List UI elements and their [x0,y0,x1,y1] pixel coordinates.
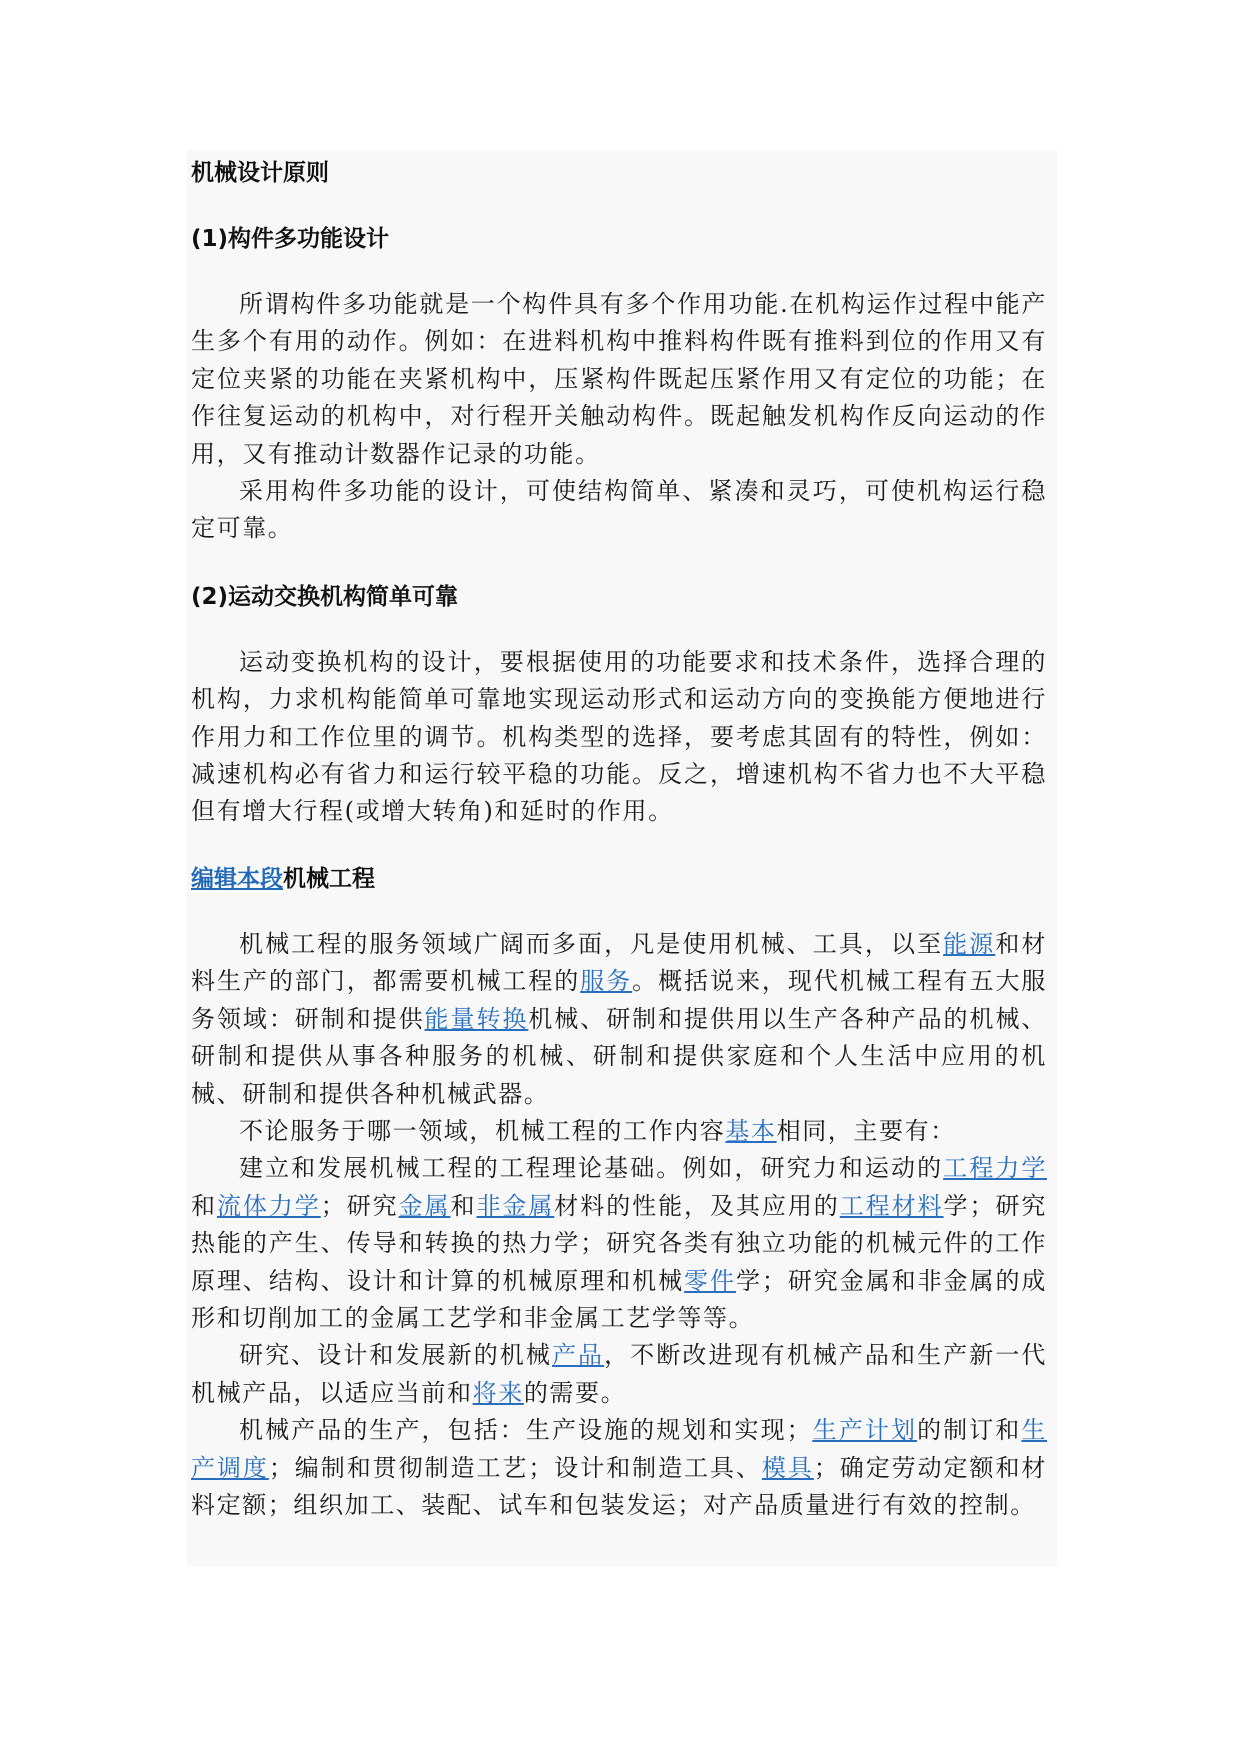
text-span: 学；研究热能的产生、传导和转换的热力学；研究各类有独立功能的机械元件的工作原理、结构、设计和计算的机械原理和机械 [191,1191,1047,1295]
link-product[interactable]: 产品 [551,1341,605,1370]
text-span: ；编制和贯彻制造工艺；设计和制造工具、 [268,1453,762,1482]
link-fluid-mechanics[interactable]: 流体力学 [216,1191,321,1220]
section3-heading: 机械工程 [283,865,375,892]
section3-paragraph-1 [191,926,1047,1113]
link-mold[interactable]: 模具 [761,1453,814,1482]
link-engineering-materials[interactable]: 工程材料 [839,1191,944,1220]
section1-paragraph-1: 所谓构件多功能就是一个构件具有多个作用功能.在机构运作过程中能产生多个有用的动作。例如：在进料机构中推料构件既有推料到位的作用又有定位夹紧的功能在夹紧机构中，压紧构件既起压紧作用又有定位的功能；在作往复运动的机构中，对行程开关触动构件。既起触发机构作反向运动的作用，又有推动计数器作记录的功能。 [191,290,1047,468]
section3-paragraph-4 [191,1337,1047,1412]
link-energy-conversion[interactable]: 能量转换 [424,1004,529,1033]
section1-heading: (1)构件多功能设计 [191,226,390,252]
edit-section-link[interactable]: 编辑本段 [191,865,283,892]
section3-heading-row [191,862,1057,896]
link-service[interactable]: 服务 [580,967,633,996]
text-span: 研究、设计和发展新的机械 [239,1341,552,1370]
document-content [187,150,1057,1524]
text-span: 不论服务于哪一领域，机械工程的工作内容 [239,1116,726,1145]
link-metal[interactable]: 金属 [398,1191,451,1220]
text-span: 和 [191,1191,217,1220]
text-span: 相同，主要有： [776,1116,956,1145]
text-span: 的需要。 [523,1378,627,1407]
text-span: 机械产品的生产，包括：生产设施的规划和实现； [239,1416,813,1445]
text-span: 建立和发展机械工程的工程理论基础。例如，研究力和运动的 [239,1154,944,1183]
text-span: ；确定劳动定额和材料定额；组织加工、装配、试车和包装发运；对产品质量进行有效的控制。 [191,1453,1048,1519]
link-production-scheduling[interactable]: 生产调度 [191,1416,1047,1482]
text-span: 材料的性能，及其应用的 [554,1191,840,1220]
text-span: 和材料生产的部门，都需要机械工程的 [191,929,1048,996]
document-page [187,150,1057,1566]
link-future[interactable]: 将来 [472,1378,524,1407]
text-span: 。概括说来，现代机械工程有五大服务领域：研制和提供 [191,967,1047,1033]
section3-paragraph-2 [191,1113,1047,1150]
text-span: 学；研究金属和非金属的成形和切削加工的金属工艺学和非金属工艺学等等。 [191,1266,1047,1332]
link-energy[interactable]: 能源 [943,929,996,958]
section1-paragraph-2: 采用构件多功能的设计，可使结构简单、紧凑和灵巧，可使机构运行稳定可靠。 [191,477,1047,543]
link-nonmetal[interactable]: 非金属 [476,1191,555,1220]
text-span: 机械、研制和提供用以生产各种产品的机械、研制和提供从事各种服务的机械、研制和提供家庭和个人生活中应用的机械、研制和提供各种机械武器。 [191,1004,1048,1108]
link-parts[interactable]: 零件 [684,1266,736,1295]
text-span: 的制订和 [917,1416,1022,1445]
section3-paragraph-5 [191,1412,1047,1524]
text-span: ；研究 [320,1191,399,1220]
link-engineering-mechanics[interactable]: 工程力学 [943,1154,1047,1183]
main-heading: 机械设计原则 [191,160,329,186]
link-production-plan[interactable]: 生产计划 [812,1416,918,1445]
section2-paragraph-1: 运动变换机构的设计，要根据使用的功能要求和技术条件，选择合理的机构，力求机构能简单可靠地实现运动形式和运动方向的变换能方便地进行作用力和工作位里的调节。机构类型的选择，要考虑其固有的特性，例如：减速机构必有省力和运行较平稳的功能。反之，增速机构不省力也不大平稳但有增大行程(或增大转角)和延时的作用。 [191,647,1047,826]
text-span: 机械工程的服务领域广阔而多面，凡是使用机械、工具，以至 [239,929,944,958]
text-span: ，不断改进现有机械产品和生产新一代机械产品，以适应当前和 [191,1341,1048,1407]
section2-heading: (2)运动交换机构简单可靠 [191,583,459,610]
section3-paragraph-3 [191,1150,1047,1337]
link-basic[interactable]: 基本 [725,1116,777,1145]
text-span: 和 [450,1191,477,1220]
